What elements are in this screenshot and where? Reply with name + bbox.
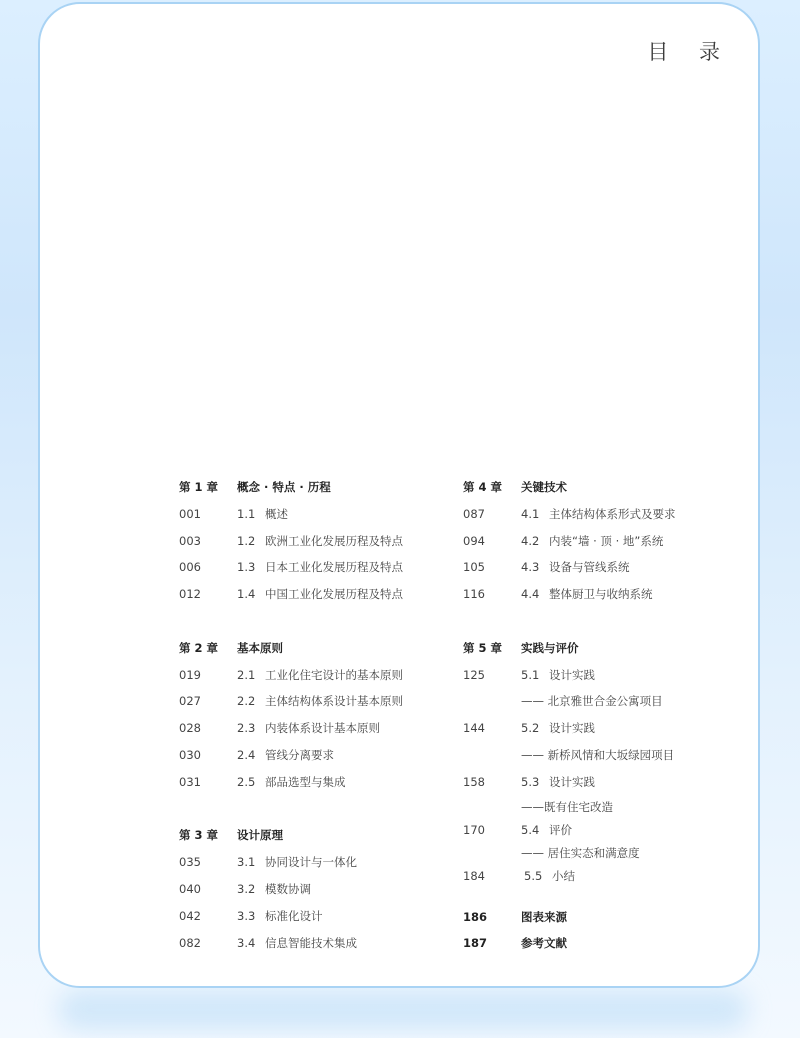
- section-title: 中国工业化发展历程及特点: [265, 587, 403, 602]
- toc-entry[interactable]: [463, 865, 723, 888]
- section-title: 小结: [552, 868, 575, 883]
- page-number: 125: [463, 667, 485, 682]
- section-title: 设备与管线系统: [549, 560, 630, 575]
- chapter-heading[interactable]: [179, 474, 439, 501]
- section-number: 5.1: [521, 667, 540, 682]
- section-number: 2.4: [237, 747, 256, 762]
- chapter-label: 第 5 章: [463, 640, 503, 655]
- page-number: 082: [179, 935, 201, 950]
- section-number: 4.4: [521, 587, 540, 602]
- page-number: 116: [463, 587, 485, 602]
- section-number: 1.2: [237, 533, 256, 548]
- section-number: 2.2: [237, 694, 256, 709]
- page-number: 030: [179, 747, 201, 762]
- page-number: 006: [179, 560, 201, 575]
- chapter-label: 第 1 章: [179, 480, 219, 494]
- backmatter-entry[interactable]: [463, 904, 723, 931]
- section-title: 部品选型与集成: [265, 774, 346, 789]
- page-title: 目 录: [647, 40, 732, 64]
- page-number: 087: [463, 506, 485, 521]
- toc-entry[interactable]: [463, 528, 723, 555]
- page-number: 003: [179, 533, 201, 548]
- chapter-title: 关键技术: [521, 480, 567, 494]
- section-number: 2.3: [237, 721, 256, 736]
- section-title: 主体结构体系形式及要求: [549, 506, 676, 521]
- toc-entry[interactable]: [179, 769, 439, 796]
- section-title: 设计实践: [549, 667, 595, 682]
- section-number: 4.3: [521, 560, 540, 575]
- toc-entry[interactable]: [463, 501, 723, 528]
- toc-entry[interactable]: [179, 501, 439, 528]
- toc-entry[interactable]: [179, 688, 439, 715]
- toc-entry[interactable]: [179, 581, 439, 608]
- page-number: 001: [179, 506, 201, 521]
- section-number: 5.2: [521, 721, 540, 736]
- section-subtitle: ——既有住宅改造: [521, 799, 613, 814]
- section-number: 3.4: [237, 935, 256, 950]
- page-number: 187: [463, 936, 488, 951]
- section-number: 4.1: [521, 506, 540, 521]
- section-title: 设计实践: [549, 721, 595, 736]
- page-number: 186: [463, 909, 488, 924]
- page-number: 170: [463, 822, 485, 837]
- backmatter-entry[interactable]: [463, 930, 723, 957]
- section-number: 5.3: [521, 774, 540, 789]
- toc-subtitle[interactable]: [463, 688, 723, 715]
- spacer: [463, 608, 723, 635]
- section-title: 概述: [265, 506, 288, 521]
- toc-entry[interactable]: [179, 715, 439, 742]
- spacer: [179, 608, 439, 635]
- toc-entry[interactable]: [463, 662, 723, 689]
- section-title: 日本工业化发展历程及特点: [265, 560, 403, 575]
- page-number: 040: [179, 881, 201, 896]
- section-number: 3.2: [237, 881, 256, 896]
- section-number: 5.5: [524, 868, 543, 883]
- page-number: 144: [463, 721, 485, 736]
- toc-entry[interactable]: [463, 715, 723, 742]
- chapter-heading[interactable]: [179, 822, 439, 849]
- section-number: 1.1: [237, 506, 256, 521]
- section-title: 工业化住宅设计的基本原则: [265, 667, 403, 682]
- page-number: 031: [179, 774, 201, 789]
- section-title: 主体结构体系设计基本原则: [265, 694, 403, 709]
- section-number: 4.2: [521, 533, 540, 548]
- chapter-heading[interactable]: [463, 635, 723, 662]
- section-subtitle: —— 居住实态和满意度: [521, 845, 640, 860]
- section-number: 3.1: [237, 855, 256, 870]
- page-number: 105: [463, 560, 485, 575]
- chapter-heading[interactable]: [463, 474, 723, 501]
- spacer: [463, 888, 723, 904]
- section-title: 欧洲工业化发展历程及特点: [265, 533, 403, 548]
- section-title: 信息智能技术集成: [265, 935, 357, 950]
- section-subtitle: —— 新桥风情和大坂绿园项目: [521, 747, 675, 762]
- section-number: 5.4: [521, 822, 540, 837]
- page-number: 028: [179, 721, 201, 736]
- toc-entry[interactable]: [463, 554, 723, 581]
- section-title: 整体厨卫与收纳系统: [549, 587, 653, 602]
- toc-subtitle[interactable]: [463, 842, 723, 865]
- section-title: 评价: [549, 822, 572, 837]
- chapter-heading[interactable]: [179, 635, 439, 662]
- chapter-title: 实践与评价: [521, 640, 579, 655]
- toc-entry[interactable]: [463, 819, 723, 842]
- chapter-label: 第 3 章: [179, 828, 219, 843]
- toc-left-column: [179, 474, 439, 956]
- section-title: 设计实践: [549, 774, 595, 789]
- section-title: 内装“墙 · 顶 · 地”系统: [549, 533, 664, 548]
- toc-entry[interactable]: [179, 903, 439, 930]
- section-number: 2.1: [237, 667, 256, 682]
- section-title: 协同设计与一体化: [265, 855, 357, 870]
- spacer: [179, 796, 439, 823]
- toc-entry[interactable]: [179, 876, 439, 903]
- page-number: 094: [463, 533, 485, 548]
- page-number: 012: [179, 587, 201, 602]
- toc-subtitle[interactable]: [463, 742, 723, 769]
- toc-entry[interactable]: [179, 930, 439, 957]
- toc-entry[interactable]: [179, 849, 439, 876]
- card-shadow: [58, 990, 748, 1030]
- section-title: 内装体系设计基本原则: [265, 721, 380, 736]
- page-number: 158: [463, 774, 485, 789]
- toc-entry[interactable]: [463, 769, 723, 796]
- toc-entry[interactable]: [179, 554, 439, 581]
- backmatter-title: 参考文献: [521, 936, 567, 951]
- section-number: 1.3: [237, 560, 256, 575]
- toc-entry[interactable]: [179, 528, 439, 555]
- page-number: 027: [179, 694, 201, 709]
- toc-subtitle[interactable]: [463, 796, 723, 819]
- section-title: 标准化设计: [265, 908, 323, 923]
- section-number: 1.4: [237, 587, 256, 602]
- toc-right-column: [463, 474, 723, 957]
- section-number: 2.5: [237, 774, 256, 789]
- chapter-label: 第 4 章: [463, 480, 503, 494]
- section-title: 管线分离要求: [265, 747, 334, 762]
- chapter-title: 设计原理: [237, 828, 283, 843]
- section-subtitle: —— 北京雅世合金公寓项目: [521, 694, 663, 709]
- toc-entry[interactable]: [179, 662, 439, 689]
- toc-entry[interactable]: [463, 581, 723, 608]
- toc-entry[interactable]: [179, 742, 439, 769]
- page-number: 019: [179, 667, 201, 682]
- chapter-title: 基本原则: [237, 640, 283, 655]
- page-number: 035: [179, 855, 201, 870]
- backmatter-title: 图表来源: [521, 909, 567, 924]
- page-number: 042: [179, 908, 201, 923]
- section-number: 3.3: [237, 908, 256, 923]
- chapter-label: 第 2 章: [179, 640, 219, 655]
- section-title: 模数协调: [265, 881, 311, 896]
- page-number: 184: [463, 868, 485, 883]
- chapter-title: 概念 · 特点 · 历程: [237, 480, 331, 494]
